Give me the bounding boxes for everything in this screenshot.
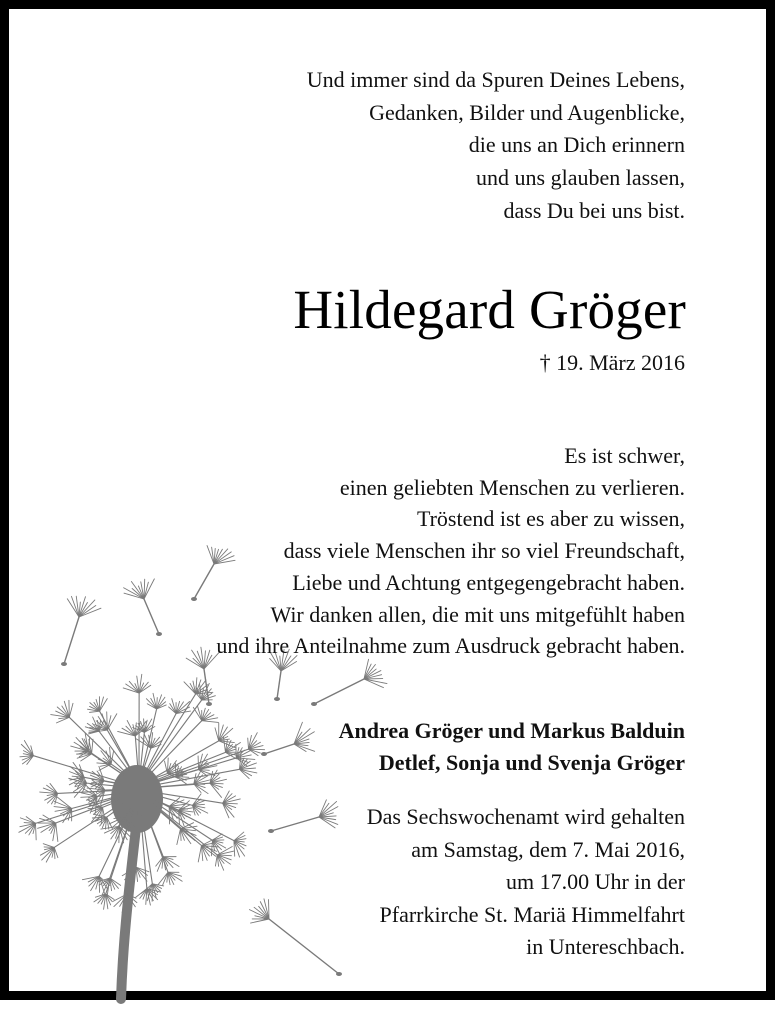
motto-poem <box>307 64 685 228</box>
service-line: Pfarrkirche St. Mariä Himmelfahrt <box>367 899 685 932</box>
memorial-service-info <box>367 801 685 964</box>
service-line: um 17.00 Uhr in der <box>367 866 685 899</box>
service-line: Das Sechswochenamt wird gehalten <box>367 801 685 834</box>
message-line: Es ist schwer, <box>216 440 685 472</box>
motto-line: dass Du bei uns bist. <box>307 195 685 228</box>
message-line: einen geliebten Menschen zu verlieren. <box>216 472 685 504</box>
message-line: Liebe und Achtung entgegengebracht haben. <box>216 567 685 599</box>
motto-line: die uns an Dich erinnern <box>307 129 685 162</box>
service-line: in Untereschbach. <box>367 931 685 964</box>
family-signature <box>339 715 685 779</box>
message-line: Wir danken allen, die mit uns mitgefühlt haben <box>216 599 685 631</box>
message-line: dass viele Menschen ihr so viel Freundschaft, <box>216 535 685 567</box>
family-line: Andrea Gröger und Markus Balduin <box>339 715 685 747</box>
deceased-name: Hildegard Gröger <box>293 279 686 341</box>
death-date: † 19. März 2016 <box>540 348 685 378</box>
motto-line: Gedanken, Bilder und Augenblicke, <box>307 97 685 130</box>
motto-line: Und immer sind da Spuren Deines Lebens, <box>307 64 685 97</box>
service-line: am Samstag, dem 7. Mai 2016, <box>367 834 685 867</box>
motto-line: und uns glauben lassen, <box>307 162 685 195</box>
message-line: Tröstend ist es aber zu wissen, <box>216 503 685 535</box>
message-line: und ihre Anteilnahme zum Ausdruck gebracht haben. <box>216 630 685 662</box>
thank-you-message <box>216 440 685 662</box>
family-line: Detlef, Sonja und Svenja Gröger <box>339 747 685 779</box>
